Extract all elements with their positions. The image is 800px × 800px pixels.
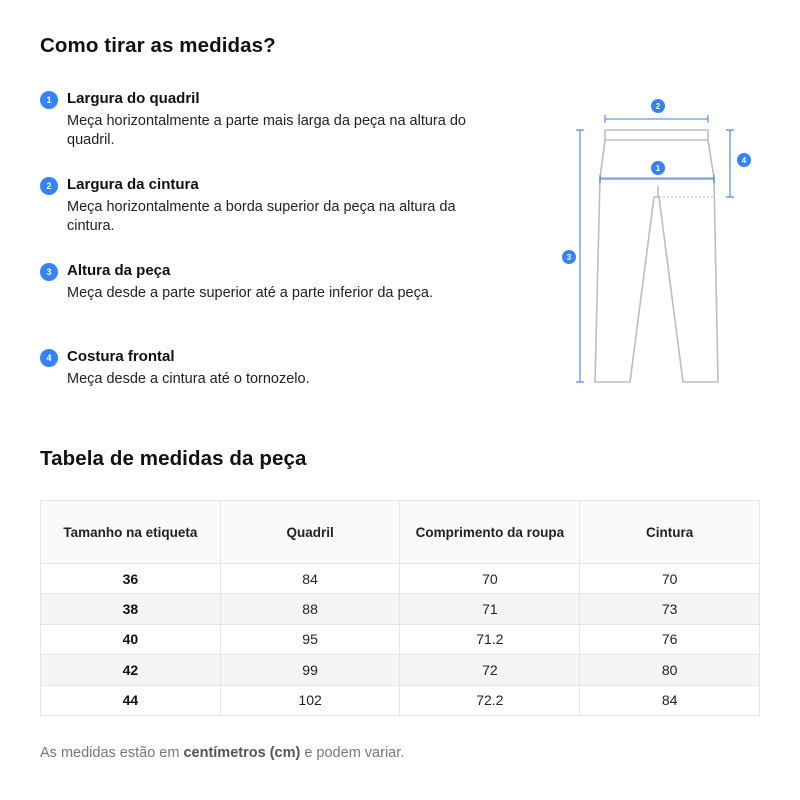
table-header-row [41, 501, 760, 564]
table-row [41, 655, 760, 685]
svg-text:2: 2 [655, 102, 661, 111]
diagram-marker-2 [651, 99, 665, 113]
svg-text:4: 4 [741, 156, 747, 165]
table-cell: 70 [580, 564, 760, 594]
table-cell: 71.2 [400, 624, 580, 654]
column-header-size: Tamanho na etiqueta [41, 501, 221, 564]
table-row [41, 685, 760, 715]
table-cell: 73 [580, 594, 760, 624]
size-table [40, 500, 760, 716]
table-cell: 95 [220, 624, 400, 654]
step-title: Largura do quadril [67, 90, 200, 107]
page-title: Como tirar as medidas? [40, 34, 276, 57]
step-title: Altura da peça [67, 262, 171, 279]
svg-text:3: 3 [566, 253, 572, 262]
step-description: Meça desde a cintura até o tornozelo. [67, 371, 310, 387]
svg-text:1: 1 [655, 164, 661, 173]
table-cell-size: 44 [41, 685, 221, 715]
footnote-prefix: As medidas estão em [40, 745, 184, 761]
table-row [41, 564, 760, 594]
table-cell-size: 36 [41, 564, 221, 594]
footnote-unit: centímetros (cm) [183, 745, 301, 761]
table-cell-size: 38 [41, 594, 221, 624]
pants-measurement-icon [555, 90, 765, 390]
table-cell: 99 [220, 655, 400, 685]
step-number-badge: 2 [40, 177, 58, 195]
table-cell: 80 [580, 655, 760, 685]
table-cell-size: 42 [41, 655, 221, 685]
column-header-hip: Quadril [220, 501, 400, 564]
step-description: Meça desde a parte superior até a parte inferior da peça. [67, 285, 433, 301]
diagram-marker-4 [737, 153, 751, 167]
table-cell: 84 [220, 564, 400, 594]
table-cell: 88 [220, 594, 400, 624]
table-title: Tabela de medidas da peça [40, 447, 307, 470]
footnote-suffix: e podem variar. [300, 745, 405, 761]
step-title: Costura frontal [67, 348, 175, 365]
table-cell: 71 [400, 594, 580, 624]
table-row [41, 594, 760, 624]
table-row [41, 624, 760, 654]
step-number-badge: 1 [40, 91, 58, 109]
step-title: Largura da cintura [67, 176, 199, 193]
diagram-marker-3 [562, 250, 576, 264]
step-description: Meça horizontalmente a parte mais larga da peça na altura do quadril. [67, 113, 466, 148]
step-description: Meça horizontalmente a borda superior da peça na altura da cintura. [67, 199, 456, 234]
column-header-length: Comprimento da roupa [400, 501, 580, 564]
diagram-marker-1 [651, 161, 665, 175]
table-cell: 72.2 [400, 685, 580, 715]
column-header-waist: Cintura [580, 501, 760, 564]
measurement-footnote [40, 745, 404, 761]
table-cell-size: 40 [41, 624, 221, 654]
table-cell: 76 [580, 624, 760, 654]
table-cell: 102 [220, 685, 400, 715]
table-cell: 72 [400, 655, 580, 685]
table-cell: 70 [400, 564, 580, 594]
table-cell: 84 [580, 685, 760, 715]
step-number-badge: 4 [40, 349, 58, 367]
step-number-badge: 3 [40, 263, 58, 281]
